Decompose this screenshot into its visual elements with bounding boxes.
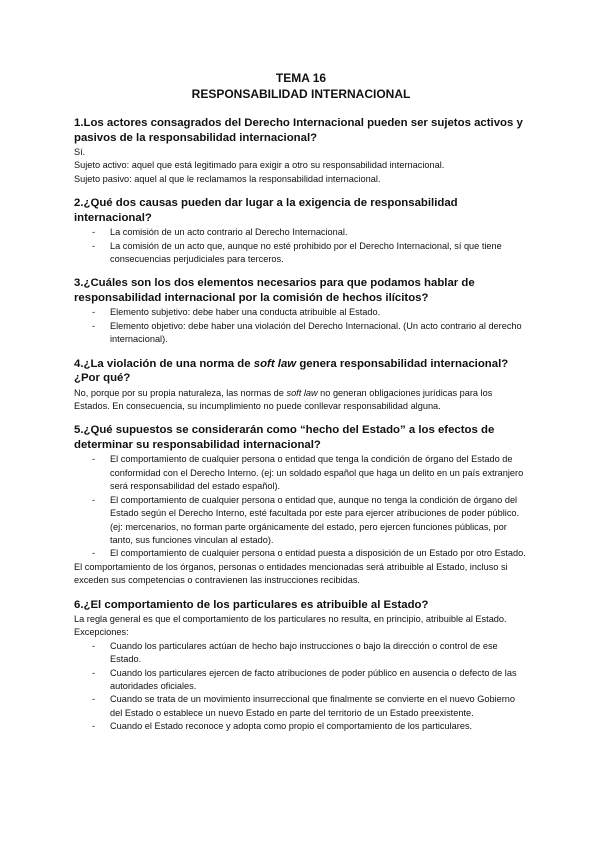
- question-2: 2.¿Qué dos causas pueden dar lugar a la exigencia de responsabilidad internacional?: [74, 197, 458, 224]
- soft-law-term: soft law: [253, 357, 297, 370]
- question-text: genera responsabilidad internacional? ¿Por qué?: [74, 357, 509, 385]
- answer-paragraph: La regla general es que el comportamiento de los particulares no resulta, en principio, atribuible al Estado.: [74, 614, 507, 625]
- soft-law-term: soft law: [286, 387, 318, 398]
- answer-list: [74, 640, 528, 734]
- answer-text: No, porque por su propia naturaleza, las normas de: [74, 387, 287, 398]
- answer-paragraph: Sujeto pasivo: aquel al que le reclamamos la responsabilidad internacional.: [74, 173, 381, 184]
- list-item: - Cuando los particulares ejercen de facto atribuciones de poder público en ausencia o defecto de las autoridades oficiales.: [110, 667, 528, 694]
- question-text: 4.¿La violación de una norma de: [74, 357, 254, 370]
- answer-list: [74, 226, 528, 266]
- answer-text: no generan obligaciones jurídicas para los Estados. En consecuencia, su incumplimiento no puede conllevar responsabilidad alguna.: [74, 387, 493, 412]
- question-1: 1.Los actores consagrados del Derecho Internacional pueden ser sujetos activos y pasivos de la responsabilidad internacional?: [74, 117, 523, 144]
- answer-list: [74, 306, 528, 346]
- answer-paragraph: [74, 387, 528, 414]
- answer-list: [74, 453, 528, 560]
- section-2: [74, 196, 528, 266]
- question-3: 3.¿Cuáles son los dos elementos necesarios para que podamos hablar de responsabilidad internacional por la comisión de hechos ilícitos?: [74, 277, 475, 304]
- closing-paragraph: El comportamiento de los órganos, personas o entidades mencionadas será atribuible al Estado, incluso si exceden sus competencias o contravienen las instrucciones recibidas.: [74, 561, 508, 586]
- section-5: [74, 423, 528, 587]
- list-item: - Elemento objetivo: debe haber una violación del Derecho Internacional. (Un acto contrario al derecho internacional).: [110, 320, 528, 347]
- section-4: [74, 357, 528, 414]
- answer-paragraph: Sujeto activo: aquel que está legitimado para exigir a otro su responsabilidad internacional.: [74, 160, 445, 171]
- list-item: - La comisión de un acto que, aunque no esté prohibido por el Derecho Internacional, sí que tiene consecuencias perjudiciales para terceros.: [110, 240, 528, 267]
- list-item: - Cuando el Estado reconoce y adopta como propio el comportamiento de los particulares.: [110, 720, 528, 733]
- list-item: - La comisión de un acto contrario al Derecho Internacional.: [110, 226, 528, 239]
- exceptions-label: Excepciones:: [74, 627, 129, 638]
- question-4: [74, 357, 528, 386]
- section-1: [74, 116, 528, 186]
- section-6: [74, 598, 528, 734]
- list-item: - El comportamiento de cualquier persona o entidad puesta a disposición de un Estado por otro Estado.: [110, 547, 528, 560]
- list-item: - El comportamiento de cualquier persona o entidad que, aunque no tenga la condición de órgano del Estado según el Derecho Interno, esté facultada por este para ejercer atribuciones de poder público. (ej: mercenarios, no forman parte orgánicamente del estado, pero ejercen funciones públicas, por tanto, sus funciones vinculan al estado).: [110, 494, 528, 548]
- document-header: [74, 70, 528, 102]
- question-5: 5.¿Qué supuestos se considerarán como “hecho del Estado” a los efectos de determinar su responsabilidad internacional?: [74, 424, 495, 451]
- tema-number: TEMA 16: [275, 71, 327, 85]
- list-item: - Elemento subjetivo: debe haber una conducta atribuible al Estado.: [110, 306, 528, 319]
- list-item: - Cuando se trata de un movimiento insurreccional que finalmente se convierte en el nuevo Gobierno del Estado o establece un nuevo Estado en parte del territorio de un Estado preexistente.: [110, 693, 528, 720]
- answer-paragraph: Sí.: [74, 147, 86, 157]
- question-6: 6.¿El comportamiento de los particulares es atribuible al Estado?: [74, 598, 429, 611]
- list-item: - Cuando los particulares actúan de hecho bajo instrucciones o bajo la dirección o control de ese Estado.: [110, 640, 528, 667]
- section-3: [74, 276, 528, 346]
- list-item: - El comportamiento de cualquier persona o entidad que tenga la condición de órgano del Estado de conformidad con el Derecho Interno. (ej: un soldado español que haga un delito en un país extranjero será responsabilidad del estado español).: [110, 453, 528, 493]
- document-title: RESPONSABILIDAD INTERNACIONAL: [191, 87, 411, 101]
